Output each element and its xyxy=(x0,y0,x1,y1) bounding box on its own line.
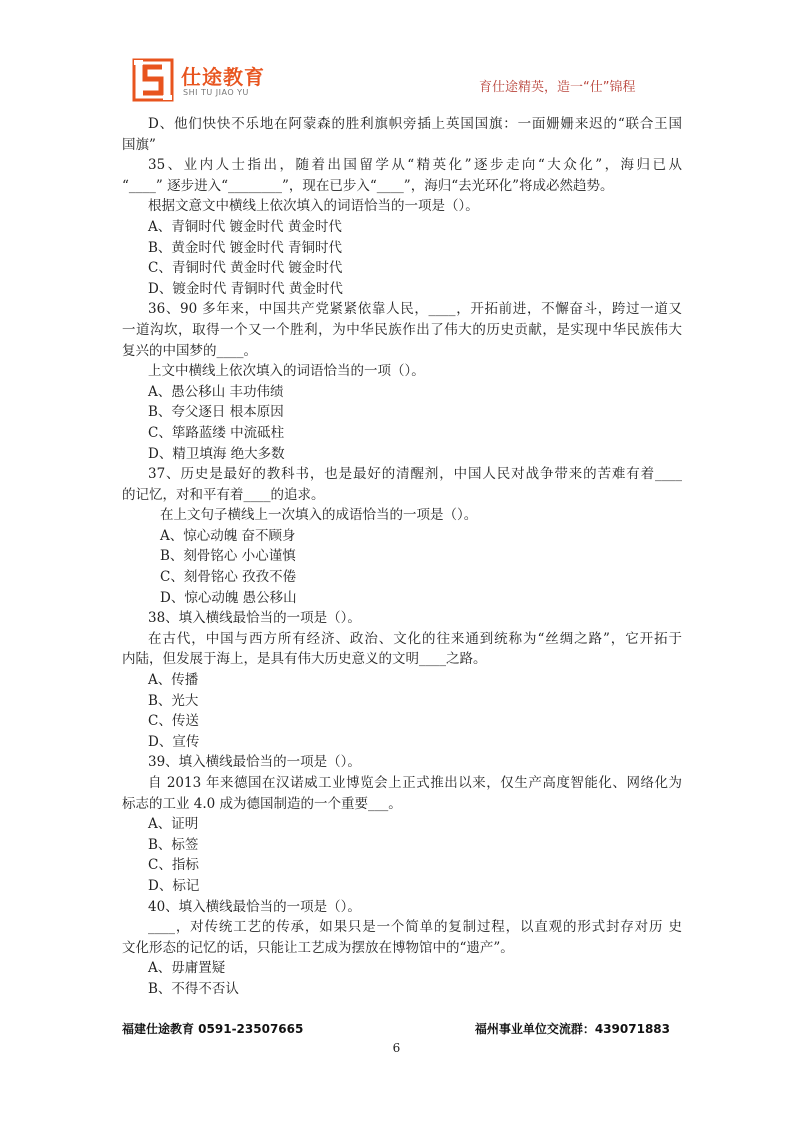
option-d: D、精卫填海 绝大多数 xyxy=(148,445,285,462)
option-b: B、黄金时代 镀金时代 青铜时代 xyxy=(148,239,343,256)
option-b: B、夸父逐日 根本原因 xyxy=(148,404,284,421)
page-number: 6 xyxy=(392,1041,401,1055)
text-line: 一道沟坎，取得一个又一个胜利，为中华民族作出了伟大的历史贡献，是实现中华民族伟大 xyxy=(122,321,682,338)
question-38-passage: 在古代，中国与西方所有经济、政治、文化的往来通到统称为“丝绸之路”，它开拓于 xyxy=(148,630,682,647)
text-line: 的记忆，对和平有着____的追求。 xyxy=(122,486,325,503)
document-body xyxy=(122,114,682,1000)
option-d: D、镀金时代 青铜时代 黄金时代 xyxy=(148,280,343,297)
text-line: 国旗” xyxy=(122,136,156,153)
footer-group: 福州事业单位交流群：439071883 xyxy=(474,1022,670,1036)
option-b: B、标签 xyxy=(148,836,199,853)
question-39-stem: 39、填入横线最恰当的一项是（）。 xyxy=(148,754,361,771)
question-37-stem: 37、历史是最好的教科书，也是最好的清醒剂，中国人民对战争带来的苦难有着____ xyxy=(148,466,682,483)
question-38-stem: 38、填入横线最恰当的一项是（）。 xyxy=(148,610,361,627)
page-header xyxy=(0,0,793,112)
option-b: B、不得不否认 xyxy=(148,980,239,997)
footer-contact: 福建仕途教育 0591-23507665 xyxy=(122,1022,304,1036)
option-a: A、惊心动魄 奋不顾身 xyxy=(160,527,296,544)
text-line: 文化形态的记忆的话，只能让工艺成为摆放在博物馆中的“遗产”。 xyxy=(122,939,514,956)
option-c: C、筚路蓝缕 中流砥柱 xyxy=(148,424,285,441)
question-35-stem: 35、业内人士指出，随着出国留学从“精英化”逐步走向“大众化”，海归已从 xyxy=(148,157,682,174)
question-36-prompt: 上文中横线上依次填入的词语恰当的一项（）。 xyxy=(148,363,425,380)
question-35-prompt: 根据文意文中横线上依次填入的词语恰当的一项是（）。 xyxy=(148,198,479,215)
text-line: 标志的工业 4.0 成为德国制造的一个重要___。 xyxy=(122,795,402,812)
option-d: D、标记 xyxy=(148,877,200,894)
option-c: C、传送 xyxy=(148,713,199,730)
page-footer xyxy=(122,1020,670,1038)
question-39-passage: 自 2013 年来德国在汉诺威工业博览会上正式推出以来，仅生产高度智能化、网络化为 xyxy=(148,775,682,791)
option-c: C、青铜时代 黄金时代 镀金时代 xyxy=(148,260,343,277)
brand-pinyin: SHI TU JIAO YU xyxy=(183,88,249,97)
option-a: A、毋庸置疑 xyxy=(148,960,226,977)
question-36-stem: 36、90 多年来，中国共产党紧紧依靠人民，____，开拓前进，不懈奋斗，跨过一道又 xyxy=(148,301,682,318)
option-c: C、指标 xyxy=(148,857,199,874)
option-a: A、传播 xyxy=(148,672,199,689)
option-c: C、刻骨铭心 孜孜不倦 xyxy=(160,569,297,586)
brand-name: 仕途教育 xyxy=(181,65,265,89)
text-line: “____” 逐步进入“________”，现在已步入“____”，海归“去光环化”将成必然趋势。 xyxy=(122,177,614,194)
option-b: B、刻骨铭心 小心谨慎 xyxy=(160,548,296,565)
option-a: A、愚公移山 丰功伟绩 xyxy=(148,383,284,400)
option-a: A、青铜时代 镀金时代 黄金时代 xyxy=(148,218,342,235)
option-a: A、证明 xyxy=(148,816,199,833)
shitu-logo-icon xyxy=(132,58,174,102)
text-line: 内陆，但发展于海上，是具有伟大历史意义的文明____之路。 xyxy=(122,651,487,668)
option-b: B、光大 xyxy=(148,692,199,709)
option-d: D、宣传 xyxy=(148,733,200,750)
question-40-stem: 40、填入横线最恰当的一项是（）。 xyxy=(148,898,361,915)
question-40-passage: ____，对传统工艺的传承，如果只是一个简单的复制过程，以直观的形式封存对历 史 xyxy=(148,919,682,936)
text-line: D、他们快快不乐地在阿蒙森的胜利旗帜旁插上英国国旗：一面姗姗来迟的“联合王国 xyxy=(148,116,682,132)
question-37-prompt: 在上文句子横线上一次填入的成语恰当的一项是（）。 xyxy=(160,507,478,524)
header-slogan: 育仕途精英，造一“仕”锦程 xyxy=(479,80,636,95)
option-d: D、惊心动魄 愚公移山 xyxy=(160,589,297,606)
text-line: 复兴的中国梦的____。 xyxy=(122,342,257,359)
